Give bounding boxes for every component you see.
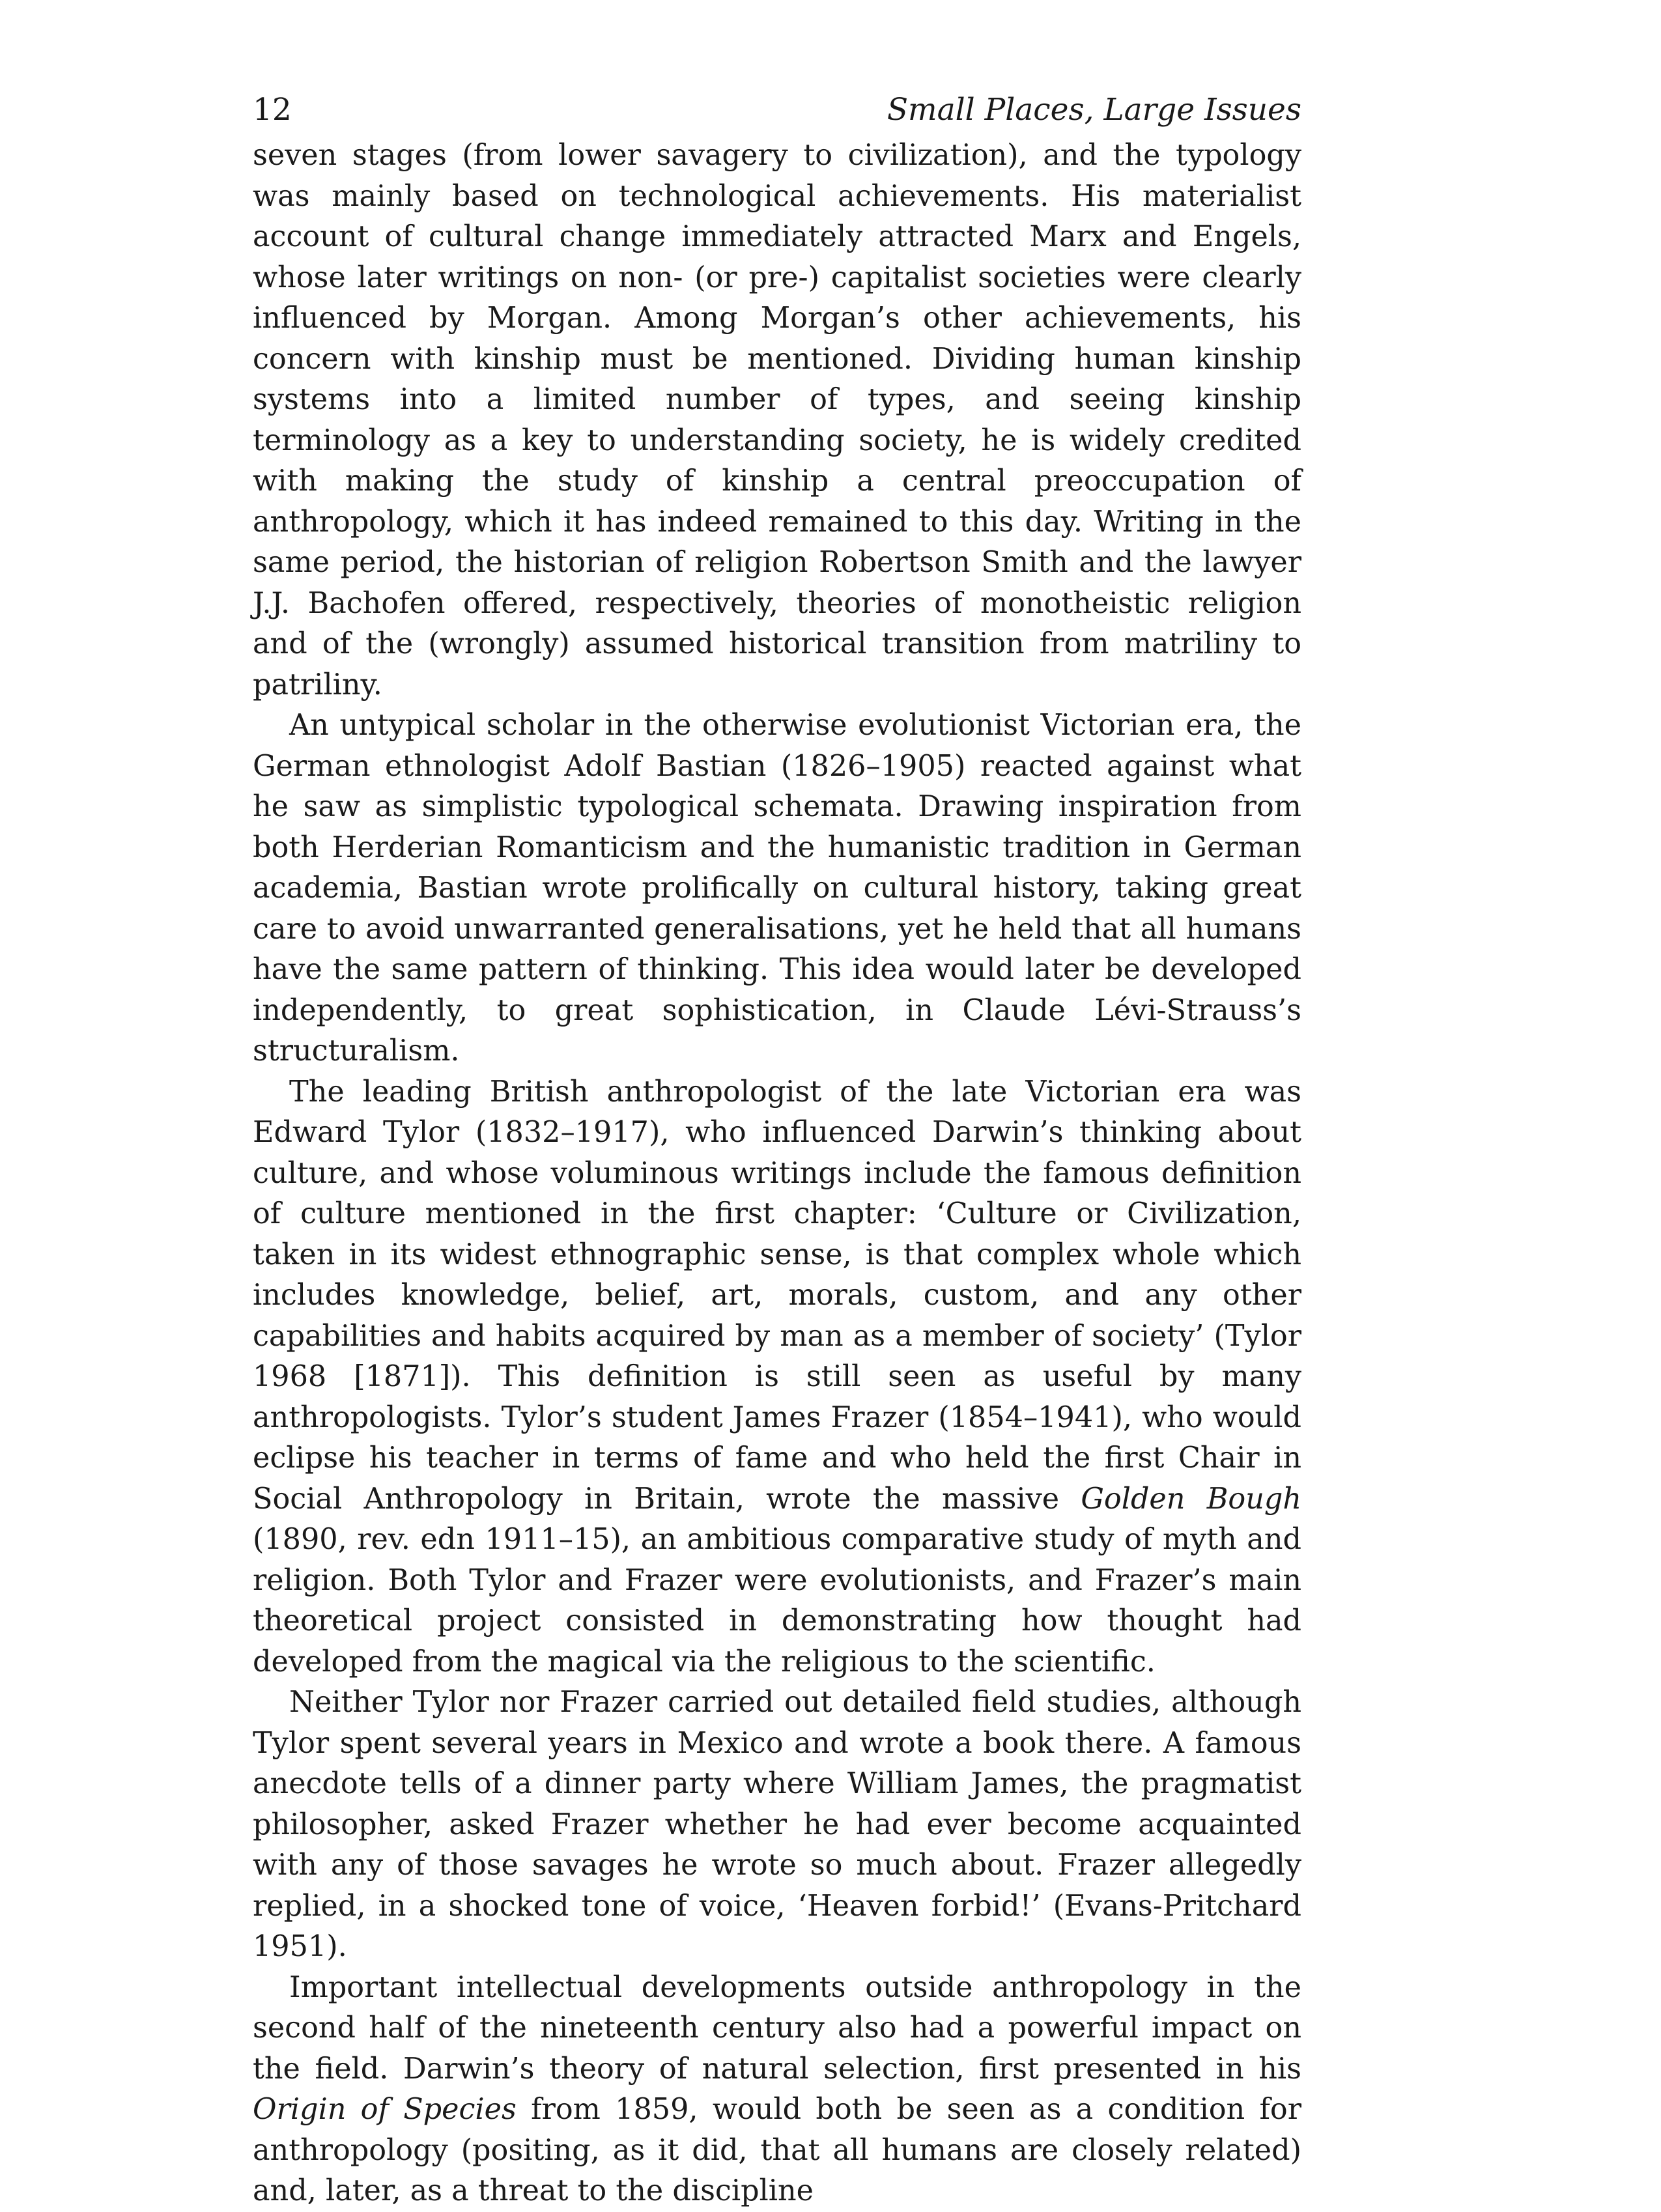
paragraph-1 [253,135,1301,705]
running-title: Small Places, Large Issues [887,92,1301,128]
paragraph-2 [253,705,1301,1072]
book-title-golden-bough: Golden Bough [1081,1482,1302,1516]
body-text [253,135,1301,2212]
text-segment: Important intellectual developments outside anthropology in the second half of the nineteenth century also had a powerful impact on the field. Darwin’s theory of natural selection, first presented in his [253,1970,1301,2086]
text-segment: (1890, rev. edn 1911–15), an ambitious comparative study of myth and religion. Both Tylor and Frazer were evolutionists, and Frazer’s main theoretical project consisted in demonstrating how thought had developed from the magical via the religious to the scientific. [253,1523,1301,1679]
text-segment: Neither Tylor nor Frazer carried out detailed field studies, although Tylor spent several years in Mexico and wrote a book there. A famous anecdote tells of a dinner party where William James, the pragmatist philosopher, asked Frazer whether he had ever become acquainted with any of those savages he wrote so much about. Frazer allegedly replied, in a shocked tone of voice, ‘Heaven forbid!’ (Evans-Pritchard 1951). [253,1686,1301,1963]
book-title-origin-of-species: Origin of Species [253,2093,517,2126]
page-number: 12 [253,92,292,128]
text-segment: seven stages (from lower savagery to civilization), and the typology was mainly based on technological achievements. His materialist account of cultural change immediately attracted Marx and Engels, whose later writings on non- (or pre-) capitalist societies were clearly influenced by Morgan. Among Morgan’s other achievements, his concern with kinship must be mentioned. Dividing human kinship systems into a limited number of types, and seeing kinship terminology as a key to understanding society, he is widely credited with making the study of kinship a central preoccupation of anthropology, which it has indeed remained to this day. Writing in the same period, the historian of religion Robertson Smith and the lawyer J.J. Bachofen offered, respectively, theories of monotheistic religion and of the (wrongly) assumed historical transition from matriliny to patriliny. [253,139,1301,702]
text-segment: from 1859, would both be seen as a condition for anthropology (positing, as it did, that all humans are closely related) and, later, as a threat to the discipline [253,2093,1301,2207]
text-segment: An untypical scholar in the otherwise evolutionist Victorian era, the German ethnologist Adolf Bastian (1826–1905) reacted against what he saw as simplistic typological schemata. Drawing inspiration from both Herderian Romanticism and the humanistic tradition in German academia, Bastian wrote prolifically on cultural history, taking great care to avoid unwarranted generalisations, yet he held that all humans have the same pattern of thinking. This idea would later be developed independently, to great sophistication, in Claude Lévi-Strauss’s structuralism. [253,709,1301,1068]
text-segment: The leading British anthropologist of the late Victorian era was Edward Tylor (1832–1917), who influenced Darwin’s thinking about culture, and whose voluminous writings include the famous definition of culture mentioned in the first chapter: ‘Culture or Civilization, taken in its widest ethnographic sense, is that complex whole which includes knowledge, belief, art, morals, custom, and any other capabilities and habits acquired by man as a member of society’ (Tylor 1968 [1871]). This definition is still seen as useful by many anthropologists. Tylor’s student James Frazer (1854–1941), who would eclipse his teacher in terms of fame and who held the first Chair in Social Anthropology in Britain, wrote the massive [253,1075,1301,1516]
paragraph-4 [253,1682,1301,1968]
paragraph-5 [253,1968,1301,2212]
book-page [253,85,1301,2212]
running-head [253,85,1301,135]
paragraph-3 [253,1072,1301,1683]
